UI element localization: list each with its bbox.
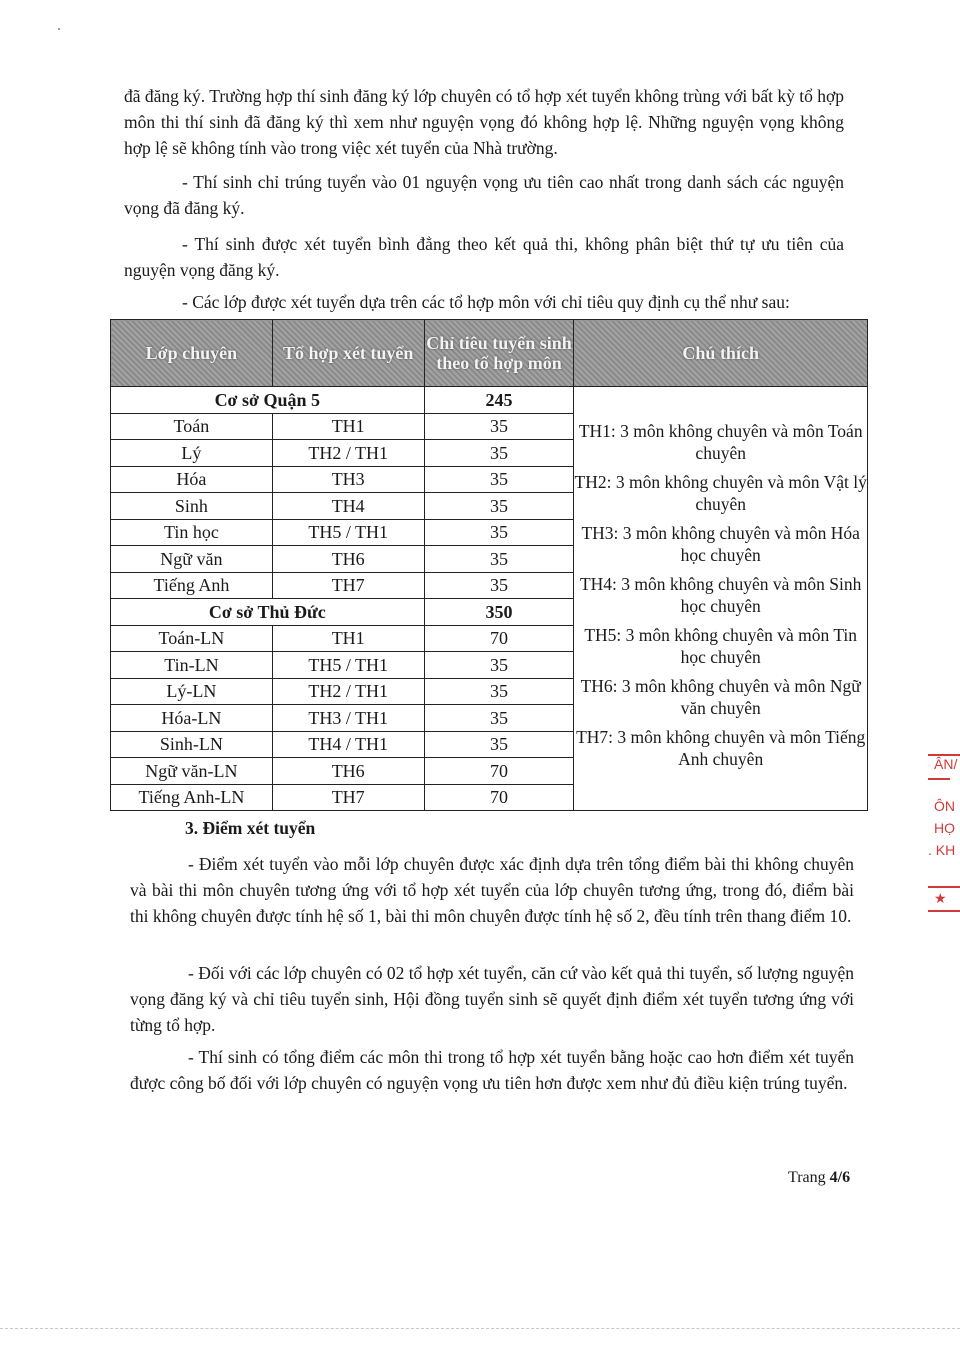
class-cell: Sinh-LN [111,731,273,758]
page-value: 4/6 [829,1169,851,1186]
note-item: TH4: 3 môn không chuyên và môn Sinh học chuyên [579,574,862,616]
campus-row [111,387,868,414]
note-item: TH3: 3 môn không chuyên và môn Hóa học chuyên [581,523,860,565]
header-combo: Tổ hợp xét tuyển [272,320,424,387]
admission-quota-table [110,319,868,811]
seal-text: ÂN/ [934,756,958,772]
page-label: Trang [788,1169,830,1186]
quota-cell: 35 [424,413,574,440]
notes-cell [574,387,868,811]
quota-cell: 35 [424,731,574,758]
seal-text: ÔN [934,798,955,814]
combo-cell: TH4 / TH1 [272,731,424,758]
combo-cell: TH3 [272,466,424,493]
class-cell: Toán [111,413,273,440]
header-quota: Chỉ tiêu tuyển sinh theo tổ hợp môn [424,320,574,387]
quota-cell: 35 [424,493,574,520]
table-header-row [111,320,868,387]
class-cell: Tin học [111,519,273,546]
note-item: TH5: 3 môn không chuyên và môn Tin học chuyên [584,625,858,667]
quota-cell: 70 [424,784,574,811]
seal-ring-line [928,910,960,912]
page-number [788,1169,850,1187]
combo-cell: TH1 [272,625,424,652]
paragraph-table-intro: - Các lớp được xét tuyển dựa trên các tổ hợp môn với chỉ tiêu quy định cụ thể như sau: [182,292,790,312]
combo-cell: TH7 [272,784,424,811]
quota-cell: 35 [424,546,574,573]
campus-name: Cơ sở Quận 5 [111,387,425,414]
quota-cell: 35 [424,519,574,546]
quota-cell: 35 [424,572,574,599]
class-cell: Hóa [111,466,273,493]
combo-cell: TH5 / TH1 [272,652,424,679]
note-item: TH1: 3 môn không chuyên và môn Toán chuyên [578,421,863,463]
paragraph-eligibility: - Thí sinh có tổng điểm các môn thi trong tổ hợp xét tuyển bằng hoặc cao hơn điểm xét tuyển được công bố đối với lớp chuyên có nguyện vọng ưu tiên hơn được xem như đủ điều kiện trúng tuyển. [130,1047,854,1093]
red-seal-fragment [928,740,960,930]
section-heading-scoring: 3. Điểm xét tuyển [185,818,316,838]
quota-cell: 35 [424,705,574,732]
campus-name: Cơ sở Thủ Đức [111,599,425,626]
class-cell: Ngữ văn [111,546,273,573]
class-cell: Ngữ văn-LN [111,758,273,785]
paragraph-two-combos: - Đối với các lớp chuyên có 02 tổ hợp xét tuyển, căn cứ vào kết quả thi tuyển, số lượng nguyện vọng đăng ký và chỉ tiêu tuyển sinh, Hội đồng tuyển sinh sẽ quyết định điểm xét tuyển tương ứng với từng tổ hợp. [130,963,854,1035]
quota-cell: 70 [424,758,574,785]
combo-cell: TH5 / TH1 [272,519,424,546]
combo-cell: TH7 [272,572,424,599]
seal-text: . KH [928,842,956,858]
header-class: Lớp chuyên [111,320,273,387]
campus-total: 350 [424,599,574,626]
paragraph-invalid-wishes: đã đăng ký. Trường hợp thí sinh đăng ký lớp chuyên có tổ hợp xét tuyển không trùng với bất kỳ tổ hợp môn thi thí sinh đã đăng ký thì xem như nguyện vọng đó không hợp lệ. Những nguyện vọng không hợp lệ sẽ không tính vào trong việc xét tuyển của Nhà trường. [124,86,844,158]
class-cell: Lý [111,440,273,467]
paragraph-single-admission: - Thí sinh chỉ trúng tuyển vào 01 nguyện vọng ưu tiên cao nhất trong danh sách các nguyện vọng đã đăng ký. [124,172,844,218]
combo-cell: TH1 [272,413,424,440]
header-notes: Chú thích [574,320,868,387]
class-cell: Sinh [111,493,273,520]
paragraph-score-definition: - Điểm xét tuyển vào mỗi lớp chuyên được xác định dựa trên tổng điểm bài thi không chuyên và bài thi môn chuyên tương ứng với tổ hợp xét tuyển của lớp chuyên tương ứng, trong đó, điểm bài thi không chuyên được tính hệ số 1, bài thi môn chuyên được tính hệ số 2, đều tính trên thang điểm 10. [130,854,854,926]
quota-cell: 35 [424,652,574,679]
combo-cell: TH6 [272,546,424,573]
scan-edge-line [0,1328,960,1329]
note-item: TH7: 3 môn không chuyên và môn Tiếng Anh chuyên [576,727,866,769]
class-cell: Toán-LN [111,625,273,652]
quota-cell: 70 [424,625,574,652]
note-item: TH2: 3 môn không chuyên và môn Vật lý chuyên [574,472,867,514]
seal-star-icon: ★ [934,890,947,906]
quota-cell: 35 [424,678,574,705]
class-cell: Tin-LN [111,652,273,679]
campus-total: 245 [424,387,574,414]
class-cell: Tiếng Anh-LN [111,784,273,811]
combo-cell: TH2 / TH1 [272,440,424,467]
paragraph-equal-consideration: - Thí sinh được xét tuyển bình đẳng theo kết quả thi, không phân biệt thứ tự ưu tiên của nguyện vọng đăng ký. [124,234,844,280]
class-cell: Lý-LN [111,678,273,705]
class-cell: Hóa-LN [111,705,273,732]
scan-speck [58,28,60,30]
combo-cell: TH3 / TH1 [272,705,424,732]
seal-ring-line [928,778,950,780]
combo-cell: TH6 [272,758,424,785]
quota-cell: 35 [424,466,574,493]
note-item: TH6: 3 môn không chuyên và môn Ngữ văn chuyên [580,676,861,718]
combo-cell: TH2 / TH1 [272,678,424,705]
combo-cell: TH4 [272,493,424,520]
seal-ring-line [928,886,960,888]
quota-cell: 35 [424,440,574,467]
seal-text: HỌ [934,820,955,836]
class-cell: Tiếng Anh [111,572,273,599]
